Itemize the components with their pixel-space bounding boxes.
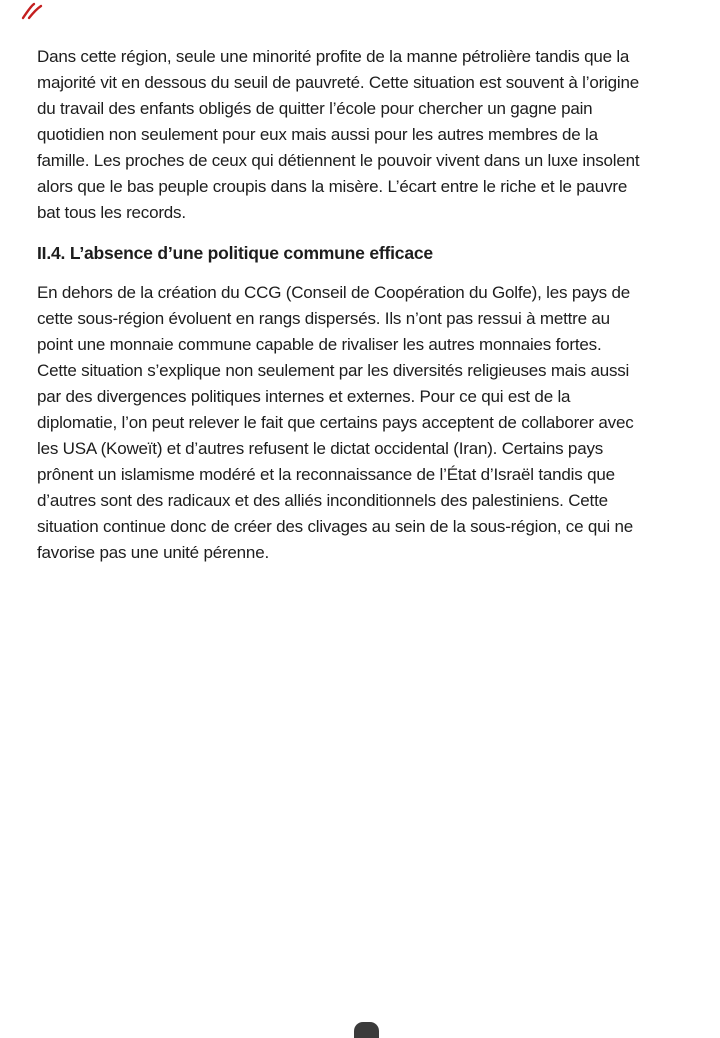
text-line: prônent un islamisme modéré et la reconnaissance de l’État d’Israël tandis que bbox=[37, 465, 615, 484]
text-line: quotidien non seulement pour eux mais aussi pour les autres membres de la bbox=[37, 125, 598, 144]
text-line: famille. Les proches de ceux qui détiennent le pouvoir vivent dans un luxe insolent bbox=[37, 151, 640, 170]
red-pen-mark-icon bbox=[21, 2, 43, 20]
paragraph-1 bbox=[37, 44, 707, 226]
text-line: alors que le bas peuple croupis dans la misère. L’écart entre le riche et le pauvre bbox=[37, 177, 628, 196]
bottom-edge-mark bbox=[354, 1022, 379, 1038]
text-line: du travail des enfants obligés de quitter l’école pour chercher un gagne pain bbox=[37, 99, 593, 118]
text-line: point une monnaie commune capable de rivaliser les autres monnaies fortes. bbox=[37, 335, 602, 354]
text-line: majorité vit en dessous du seuil de pauvreté. Cette situation est souvent à l’origine bbox=[37, 73, 639, 92]
red-pen-stroke-1 bbox=[23, 4, 34, 18]
text-line: En dehors de la création du CCG (Conseil de Coopération du Golfe), les pays de bbox=[37, 283, 630, 302]
text-line: Dans cette région, seule une minorité profite de la manne pétrolière tandis que la bbox=[37, 47, 630, 66]
text-line: diplomatie, l’on peut relever le fait que certains pays acceptent de collaborer avec bbox=[37, 413, 634, 432]
text-line: par des divergences politiques internes et externes. Pour ce qui est de la bbox=[37, 387, 571, 406]
paragraph-2 bbox=[37, 280, 707, 566]
text-line: Cette situation s’explique non seulement par les diversités religieuses mais aussi bbox=[37, 361, 630, 380]
section-heading: II.4. L’absence d’une politique commune efficace bbox=[37, 243, 433, 263]
text-line: les USA (Koweït) et d’autres refusent le dictat occidental (Iran). Certains pays bbox=[37, 439, 604, 458]
text-line: situation continue donc de créer des clivages au sein de la sous-région, ce qui ne bbox=[37, 517, 633, 536]
text-line: cette sous-région évoluent en rangs dispersés. Ils n’ont pas ressui à mettre au bbox=[37, 309, 610, 328]
text-line: bat tous les records. bbox=[37, 203, 186, 222]
text-line: favorise pas une unité pérenne. bbox=[37, 543, 269, 562]
text-line: d’autres sont des radicaux et des alliés inconditionnels des palestiniens. Cette bbox=[37, 491, 608, 510]
document-body-text bbox=[37, 44, 707, 566]
